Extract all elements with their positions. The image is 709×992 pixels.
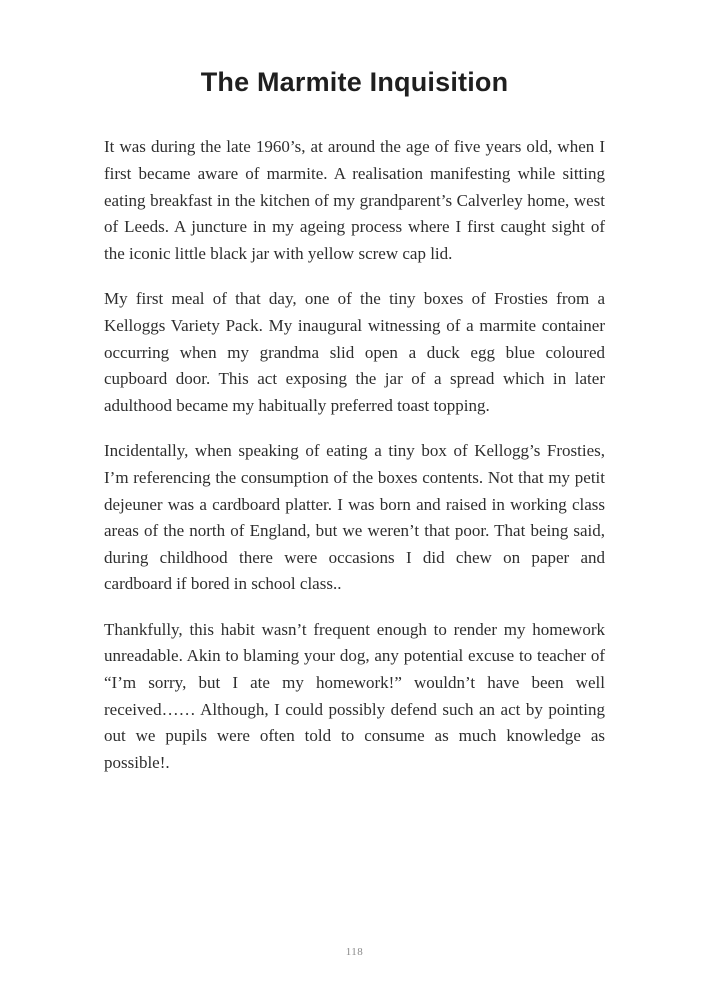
paragraph-4: Thankfully, this habit wasn’t frequent enough to render my homework unreadable. Akin to blaming your dog, any potential excuse to teacher of “I’m sorry, but I ate my homework!” wouldn’t have been well received…… Although, I could possibly defend such an act by pointing out we pupils were often told to consume as much knowledge as possible!. (104, 619, 605, 772)
paragraph-3: Incidentally, when speaking of eating a tiny box of Kellogg’s Frosties, I’m referencing the consumption of the boxes contents. Not that my petit dejeuner was a cardboard platter. I was born and raised in working class areas of the north of England, but we weren’t that poor. That being said, during childhood there were occasions I did chew on paper and cardboard if bored in school class.. (104, 441, 605, 594)
page-title: The Marmite Inquisition (200, 67, 509, 97)
paragraph-2: My first meal of that day, one of the tiny boxes of Frosties from a Kelloggs Variety Pack. My inaugural witnessing of a marmite container occurring when my grandma slid open a duck egg blue coloured cupboard door. This act exposing the jar of a spread which in later adulthood became my habitually preferred toast topping. (104, 289, 605, 415)
paragraph-1: It was during the late 1960’s, at around the age of five years old, when I first became aware of marmite. A realisation manifesting while sitting eating breakfast in the kitchen of my grandparent’s Calverley home, west of Leeds. A juncture in my ageing process where I first caught sight of the iconic little black jar with yellow screw cap lid. (104, 137, 605, 263)
page-number: 118 (345, 946, 364, 958)
